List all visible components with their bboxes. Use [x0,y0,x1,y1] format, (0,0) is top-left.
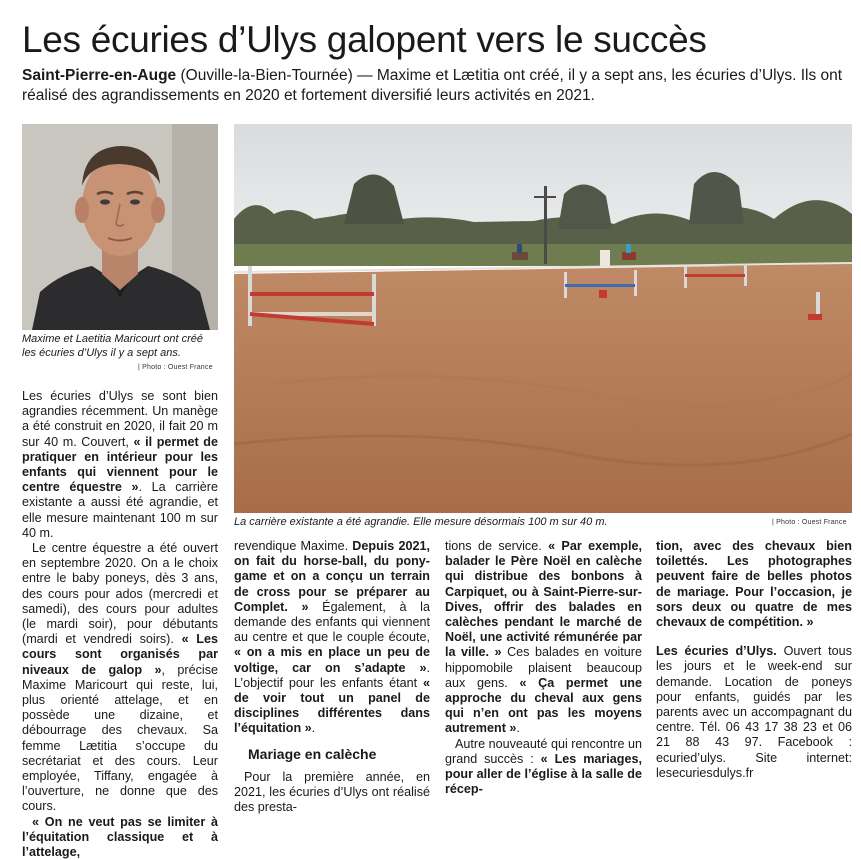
col1-paragraph-1: Les écuries d’Ulys se sont bien agrandies récemment. Un manège a été construit en 2020, il fait 20 m sur 40 m. Couvert, « il permet de pratiquer en intérieur pour les enfants qui viennent pour le centre équestre ». La carrière existante a aussi été agrandie, et elle mesure maintenant 100 m sur 40 m. [22,389,218,540]
col3-paragraph-1: tions de service. « Par exemple, balader le Père Noël en calèche qui distribue des bonbons à Carpiquet, ou à Saint-Pierre-sur-Dives, offrir des balades en calèches pendant le marché de Noël, une activité rémunérée par la ville. » Ces balades en voiture hippomobile plaisent beaucoup aux gens. « Ça permet une approche du cheval aux gens qui n’en ont pas les moyens autrement ». [445,539,643,736]
headline: Les écuries d’Ulys galopent vers le succès [22,19,707,60]
col3-paragraph-2: Autre nouveauté qui rencontre un grand succès : « Les mariages, pour aller de l’église à la salle de récep- [445,736,642,797]
arena-credit: | Photo : Ouest France [772,519,847,526]
arena-illustration [234,124,852,513]
portrait-illustration [22,124,218,330]
column-4 [656,539,852,781]
col2-paragraph-1: revendique Maxime. Depuis 2021, on fait du horse-ball, du pony-game et on a conçu un terrain de cross pour se préparer au Complet. » Également, à la demande des enfants qui viennent au centre et que le couple écoute, « on a mis en place un peu de voltige, car on s’adapte ». L’objectif pour les enfants étant « de voir tout un panel de disciplines différentes dans l’équitation ». [234,539,430,736]
standfirst-location: Saint-Pierre-en-Auge [22,67,177,84]
column-2 [234,539,430,815]
col2-paragraph-2: Pour la première année, en 2021, les écuries d’Ulys ont réalisé des presta- [234,769,430,815]
info-box [656,644,852,781]
info-text: Ouvert tous les jours et le week-end sur demande. Location de poneys pour enfants, guidés par les parents avec un accompagnant du centre. Tél. 06 43 17 38 23 et 06 21 88 43 97. Facebook : ecuried’ulys. Site internet: lesecuriesdulys.fr [656,644,852,780]
arena-caption: La carrière existante a été agrandie. Elle mesure désormais 100 m sur 40 m. [234,516,608,528]
column-1 [22,389,218,860]
portrait-credit: | Photo : Ouest France [138,364,213,371]
portrait-caption: Maxime et Laetitia Maricourt ont créé les écuries d’Ulys il y a sept ans. [22,333,203,359]
subhead-mariage: Mariage en calèche [248,745,377,762]
info-title: Les écuries d’Ulys. [656,644,777,659]
col1-paragraph-3: « On ne veut pas se limiter à l’équitation classique et à l’attelage, [22,814,218,860]
arena-photo [234,124,852,513]
standfirst [22,66,852,106]
standfirst-text: Maxime et Lætitia ont créé, il y a sept ans, les écuries d’Ulys. Ils ont réalisé des agrandissements en 2020 et fortement diversifié leurs activités en 2021. [22,67,843,104]
column-3 [445,539,642,797]
standfirst-sublocation: (Ouville-la-Bien-Tournée) — [176,67,377,84]
portrait-photo [22,124,218,330]
col4-paragraph-1: tion, avec des chevaux bien toilettés. Les photographes peuvent faire de belles photos de mariage. Pour l’occasion, je sors deux ou quatre de mes chevaux de compétition. » [656,539,852,630]
col1-paragraph-2: Le centre équestre a été ouvert en septembre 2020. On a le choix entre le baby poneys, dès 3 ans, des cours pour ados (mercredi et samedi), des cours pour adultes (le mardi soir), pour débutants (mardi et vendredi soirs). « Les cours sont organisés par niveaux de galop », précise Maxime Maricourt qui reste, lui, plus orienté attelage, et en possède une dizaine, et débourrage des chevaux. Sa femme Lætitia s’occupe du secrétariat et des cours. Leur employée, Tiffany, engagée à l’ouverture, ne donne que des cours. [22,541,218,814]
